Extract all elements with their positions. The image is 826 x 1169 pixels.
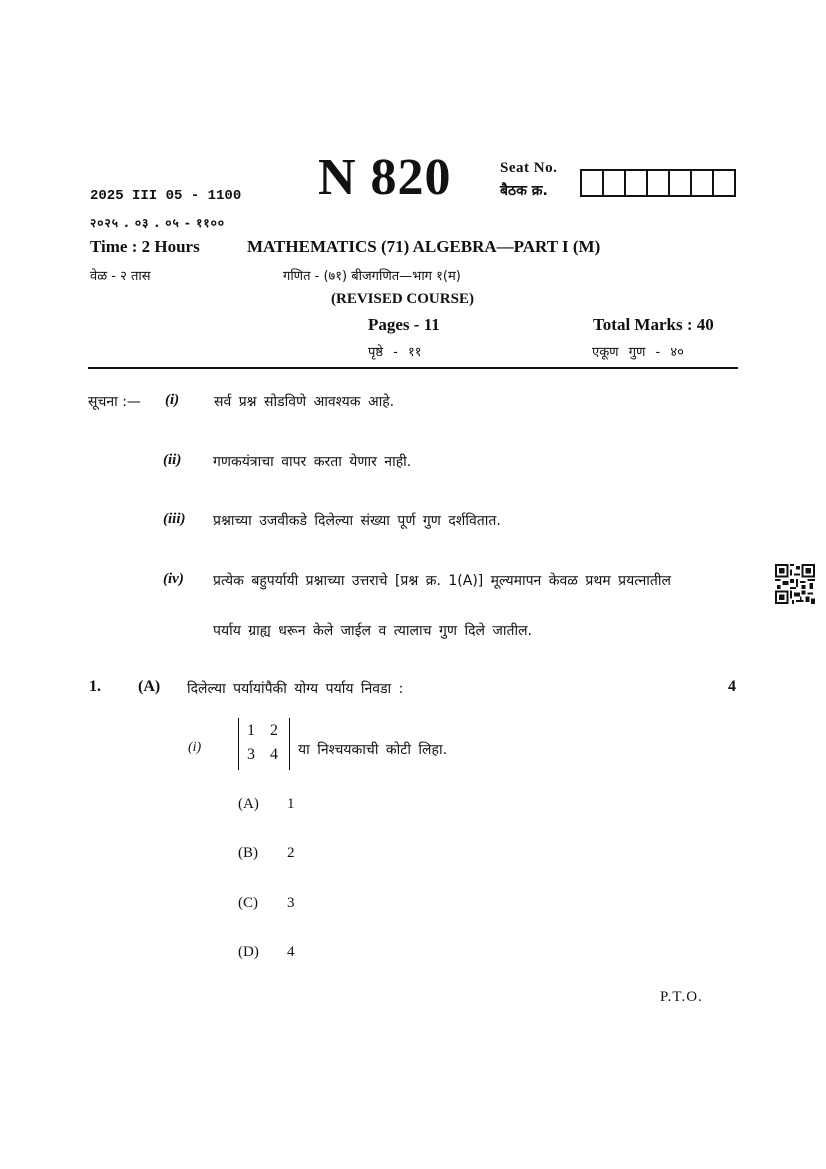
course-label: (REVISED COURSE) — [331, 291, 474, 307]
instruction-text: पर्याय ग्राह्य धरून केले जाईल व त्यालाच गुण दिले जातील. — [213, 623, 533, 639]
page-count: Pages - 11 — [368, 315, 440, 334]
time-label: Time : 2 Hours — [90, 237, 200, 256]
seat-number-label-marathi: बैठक क्र. — [500, 183, 548, 199]
question-part: (A) — [138, 678, 161, 695]
instruction-text: प्रश्नाच्या उजवीकडे दिलेल्या संख्या पूर्ण गुण दर्शवितात. — [213, 513, 501, 529]
seat-box — [648, 171, 670, 195]
seat-box — [582, 171, 604, 195]
instruction-number: (i) — [165, 392, 180, 408]
seat-number-label: Seat No. — [500, 160, 558, 176]
option-value: 2 — [287, 845, 295, 861]
seat-box — [714, 171, 734, 195]
option-label: (B) — [238, 845, 258, 861]
seat-box — [604, 171, 626, 195]
determinant-cell: 1 — [247, 722, 255, 739]
instruction-number: (ii) — [163, 452, 182, 468]
determinant-cell: 2 — [270, 722, 278, 739]
qr-code-icon — [775, 564, 815, 604]
instructions-label: सूचना :— — [88, 394, 141, 410]
sub-question-number: (i) — [188, 740, 202, 755]
seat-box — [626, 171, 648, 195]
seat-number-boxes — [580, 169, 736, 197]
determinant-cell: 4 — [270, 746, 278, 763]
option-label: (A) — [238, 796, 259, 812]
sub-question-text: या निश्चयकाची कोटी लिहा. — [298, 742, 448, 758]
determinant-cell: 3 — [247, 746, 255, 763]
instruction-text: प्रत्येक बहुपर्यायी प्रश्नाच्या उत्तराचे [प्रश्न क्र. 1(A)] मूल्यमापन केवळ प्रथम प्रयत्नातील — [213, 573, 671, 589]
option-label: (D) — [238, 944, 259, 960]
date-code-marathi: २०२५ . ०३ . ०५ - ११०० — [90, 216, 226, 230]
seat-box — [670, 171, 692, 195]
header-divider — [88, 367, 738, 369]
total-marks: Total Marks : 40 — [593, 315, 714, 334]
determinant — [238, 718, 290, 770]
instruction-text: सर्व प्रश्न सोडविणे आवश्यक आहे. — [214, 394, 395, 410]
please-turn-over: P.T.O. — [660, 989, 703, 1005]
paper-code: N 820 — [318, 149, 452, 206]
option-value: 4 — [287, 944, 295, 960]
question-marks: 4 — [728, 678, 736, 695]
option-label: (C) — [238, 895, 258, 911]
question-text: दिलेल्या पर्यायांपैकी योग्य पर्याय निवडा : — [187, 681, 404, 697]
seat-box — [692, 171, 714, 195]
instruction-number: (iii) — [163, 511, 186, 527]
option-value: 1 — [287, 796, 295, 812]
total-marks-marathi: एकूण गुण - ४० — [592, 345, 684, 360]
subject-title-marathi: गणित - (७१) बीजगणित—भाग १(म) — [283, 269, 461, 284]
time-label-marathi: वेळ - २ तास — [90, 269, 151, 284]
date-code: 2025 III 05 - 1100 — [90, 188, 242, 204]
instruction-number: (iv) — [163, 571, 184, 587]
option-value: 3 — [287, 895, 295, 911]
subject-title: MATHEMATICS (71) ALGEBRA—PART I (M) — [247, 237, 601, 256]
question-number: 1. — [89, 678, 101, 695]
instruction-text: गणकयंत्राचा वापर करता येणार नाही. — [213, 454, 412, 470]
page-count-marathi: पृष्ठे - ११ — [368, 345, 422, 360]
